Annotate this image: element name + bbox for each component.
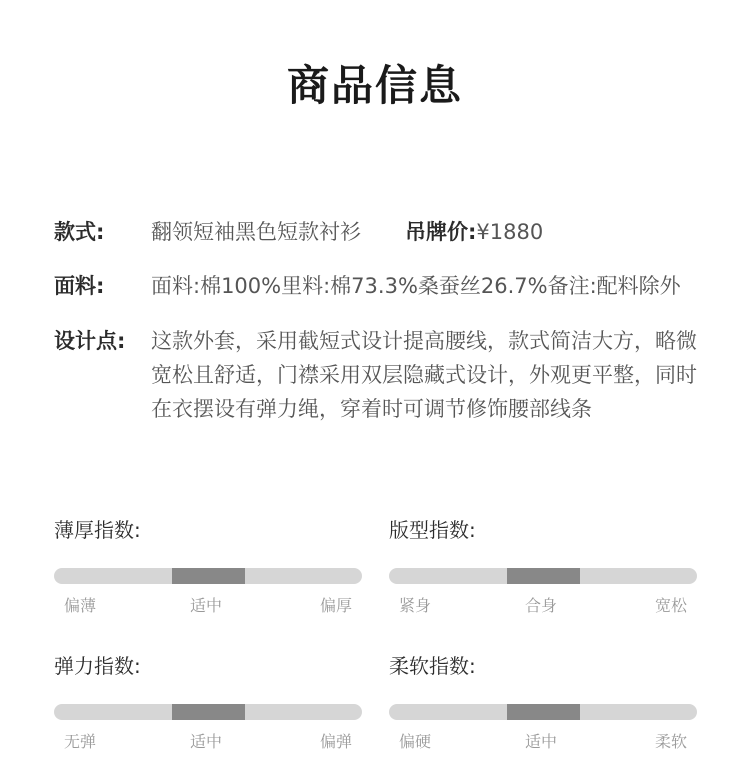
- design-description: 这款外套，采用截短式设计提高腰线，款式简洁大方，略微宽松且舒适，门襟采用双层隐藏式设计，外观更平整，同时在衣摆设有弹力绳，穿着时可调节修饰腰部线条: [151, 329, 697, 421]
- fit-label-loose: 宽松: [654, 596, 687, 615]
- softness-index-title: 柔软指数:: [389, 654, 476, 678]
- softness-index: [389, 652, 697, 751]
- thickness-index-labels: [54, 594, 362, 618]
- elasticity-index: [54, 652, 362, 751]
- fabric-row: [54, 269, 681, 303]
- design-row: [54, 324, 703, 426]
- fit-label-regular: 合身: [525, 596, 558, 615]
- style-value: 翻领短袖黑色短款衬衫: [151, 220, 361, 244]
- elasticity-label-medium: 适中: [190, 732, 223, 751]
- design-label: 设计点:: [54, 329, 126, 353]
- fit-index-bar: [389, 568, 697, 584]
- fit-index-marker: [507, 568, 580, 584]
- elasticity-index-marker: [172, 704, 245, 720]
- softness-label-soft: 柔软: [654, 732, 687, 751]
- softness-label-medium: 适中: [525, 732, 558, 751]
- page-title: 商品信息: [286, 61, 463, 110]
- elasticity-label-none: 无弹: [64, 732, 97, 751]
- elasticity-index-bar: [54, 704, 362, 720]
- style-label: 款式:: [54, 220, 105, 244]
- softness-index-labels: [389, 730, 697, 754]
- softness-index-bar: [389, 704, 697, 720]
- fit-index-labels: [389, 594, 697, 618]
- style-row: [54, 215, 543, 249]
- softness-label-hard: 偏硬: [399, 732, 432, 751]
- thickness-label-thick: 偏厚: [319, 596, 352, 615]
- elasticity-index-labels: [54, 730, 362, 754]
- thickness-index-title: 薄厚指数:: [54, 518, 141, 542]
- fit-index-title: 版型指数:: [389, 518, 476, 542]
- elasticity-index-title: 弹力指数:: [54, 654, 141, 678]
- thickness-label-thin: 偏薄: [64, 596, 97, 615]
- price-value: ¥1880: [476, 220, 544, 244]
- softness-index-marker: [507, 704, 580, 720]
- thickness-label-medium: 适中: [190, 596, 223, 615]
- price-label: 吊牌价:: [405, 220, 477, 244]
- thickness-index-bar: [54, 568, 362, 584]
- fit-index: [389, 516, 697, 615]
- fabric-label: 面料:: [54, 274, 105, 298]
- thickness-index-marker: [172, 568, 245, 584]
- fit-label-tight: 紧身: [399, 596, 432, 615]
- fabric-value: 面料:棉100%里料:棉73.3%桑蚕丝26.7%备注:配料除外: [151, 274, 681, 298]
- elasticity-label-stretchy: 偏弹: [319, 732, 352, 751]
- thickness-index: [54, 516, 362, 615]
